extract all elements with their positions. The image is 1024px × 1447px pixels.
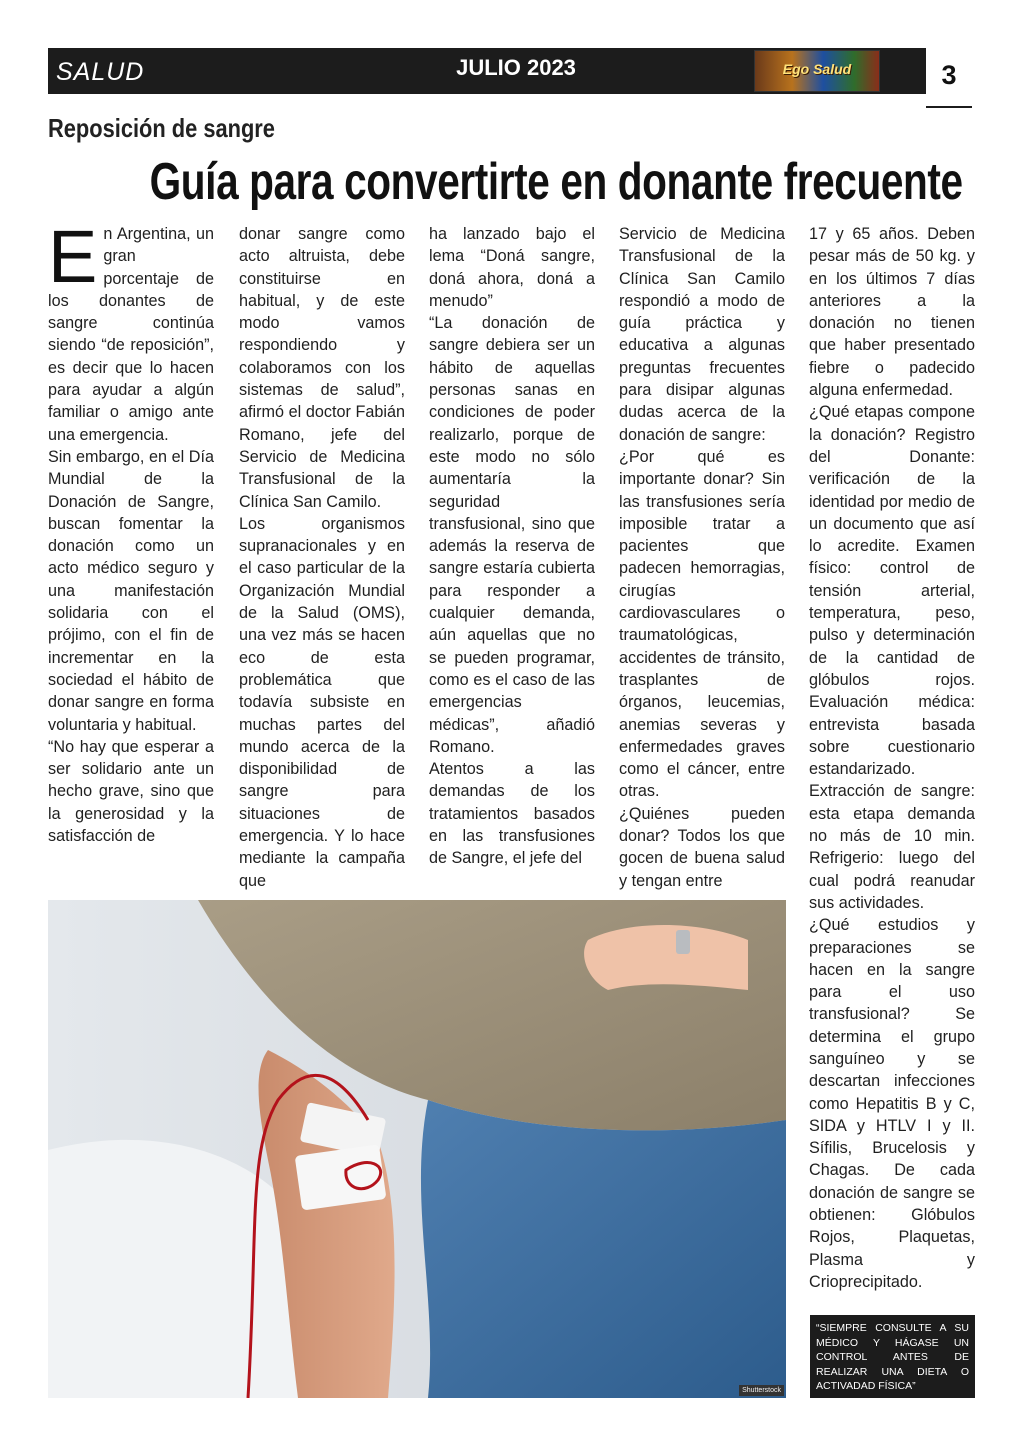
photo-credit: Shutterstock	[739, 1385, 784, 1396]
article-column-4	[619, 223, 785, 892]
article-column-2	[239, 223, 405, 892]
article-column-3	[429, 223, 595, 870]
section-name: SALUD	[56, 58, 145, 86]
paragraph: Servicio de Medicina Transfusional de la Clínica San Camilo respondió a modo de guía práctica y educativa a algunas preguntas frecuentes para disipar algunas dudas acerca de la donación de sangre:	[619, 225, 785, 444]
first-paragraph	[48, 215, 214, 446]
jeans	[421, 1100, 786, 1398]
logo-text: Ego Salud	[782, 61, 852, 77]
paragraph: ¿Qué etapas compone la donación? Registro del Donante: verificación de la identidad por medio de un documento que así lo acredite. Examen físico: control de tensión arterial, temperatura, peso, pulso y determinación de la cantidad de glóbulos rojos. Evaluación médica: entrevista basada sobre cuestionario estandarizado. Extracción de sangre: esta etapa demanda no más de 10 min. Refrigerio: luego del cual podrá reanudar sus actividades.	[809, 403, 975, 912]
hand	[584, 925, 748, 990]
paragraph: “No hay que esperar a ser solidario ante un hecho grave, sino que la generosidad y la satisfacción de	[48, 737, 214, 846]
health-advice-callout: “SIEMPRE CONSULTE A SU MÉDICO Y HÁGASE UN CONTROL ANTES DE REALIZAR UNA DIETA O ACTIVADAD FÍSICA”	[810, 1315, 975, 1398]
gauze	[295, 1144, 387, 1210]
photo-illustration	[48, 900, 786, 1398]
paragraph: Los organismos supranacionales y en el caso particular de la Organización Mundial de la Salud (OMS), una vez más se hacen eco de esta problemática que todavía subsiste en muchas partes del mundo acerca de la disponibilidad de sangre para situaciones de emergencia. Y lo hace mediante la campaña que	[239, 514, 405, 890]
paragraph: Sin embargo, en el Día Mundial de la Donación de Sangre, buscan fomentar la donación como un acto médico seguro y una manifestación solidaria con el prójimo, con el fin de incrementar en la sociedad el hábito de donar sangre en forma voluntaria y habitual.	[48, 447, 214, 734]
article-column-1	[48, 215, 214, 847]
article-column-5	[809, 223, 975, 1293]
paragraph: 17 y 65 años. Deben pesar más de 50 kg. y en los últimos 7 días anteriores a la donación no tienen que haber presentado fiebre o padecido alguna enfermedad.	[809, 225, 975, 400]
paragraph: Atentos a las demandas de los tratamientos basados en las transfusiones de Sangre, el jefe del	[429, 760, 595, 868]
issue-date: JULIO 2023	[456, 55, 576, 80]
ring	[676, 930, 690, 954]
paragraph: ¿Qué estudios y preparaciones se hacen en la sangre para el uso transfusional? Se determina el grupo sanguíneo y se descartan infecciones como Hepatitis B y C, SIDA y HTLV I y II. Sífilis, Brucelosis y Chagas. De cada donación de sangre se obtienen: Glóbulos Rojos, Plaquetas, Plasma y Crioprecipitado.	[809, 916, 975, 1291]
article-kicker: Reposición de sangre	[48, 113, 275, 143]
blood-donation-photo	[48, 900, 786, 1398]
paragraph: donar sangre como acto altruista, debe constituirse en habitual, y de este modo vamos respondiendo y colaboramos con los sistemas de salud”, afirmó el doctor Fabián Romano, jefe del Servicio de Medicina Transfusional de la Clínica San Camilo.	[239, 225, 405, 511]
paragraph-text: n Argentina, un gran porcentaje de los donantes de sangre continúa siendo “de reposición”, es decir que lo hacen para ayudar a algún familiar o amigo ante una emergencia.	[48, 225, 214, 444]
drop-cap: E	[48, 215, 98, 298]
article-headline: Guía para convertirte en donante frecuente	[149, 153, 963, 211]
paragraph: ¿Quiénes pueden donar? Todos los que gocen de buena salud y tengan entre	[619, 804, 785, 890]
paragraph: “La donación de sangre debiera ser un hábito de aquellas personas sanas en condiciones de poder realizarlo, porque de este modo no sólo aumentaría la seguridad transfusional, sino que además la reserva de sangre estaría cubierta para responder a cualquier demanda, aún aquellas que no se pueden programar, como es el caso de las emergencias médicas”, añadió Romano.	[429, 314, 595, 756]
publication-logo	[754, 50, 880, 92]
page-number: 3	[941, 60, 957, 90]
paragraph: ha lanzado bajo el lema “Doná sangre, doná ahora, doná a menudo”	[429, 225, 595, 310]
paragraph: ¿Por qué es importante donar? Sin las transfusiones sería imposible tratar a pacientes que padecen hemorragias, cirugías cardiovasculares o traumatológicas, accidentes de tránsito, trasplantes de órganos, leucemias, anemias severas y enfermedades graves como el cáncer, entre otras.	[619, 447, 785, 801]
